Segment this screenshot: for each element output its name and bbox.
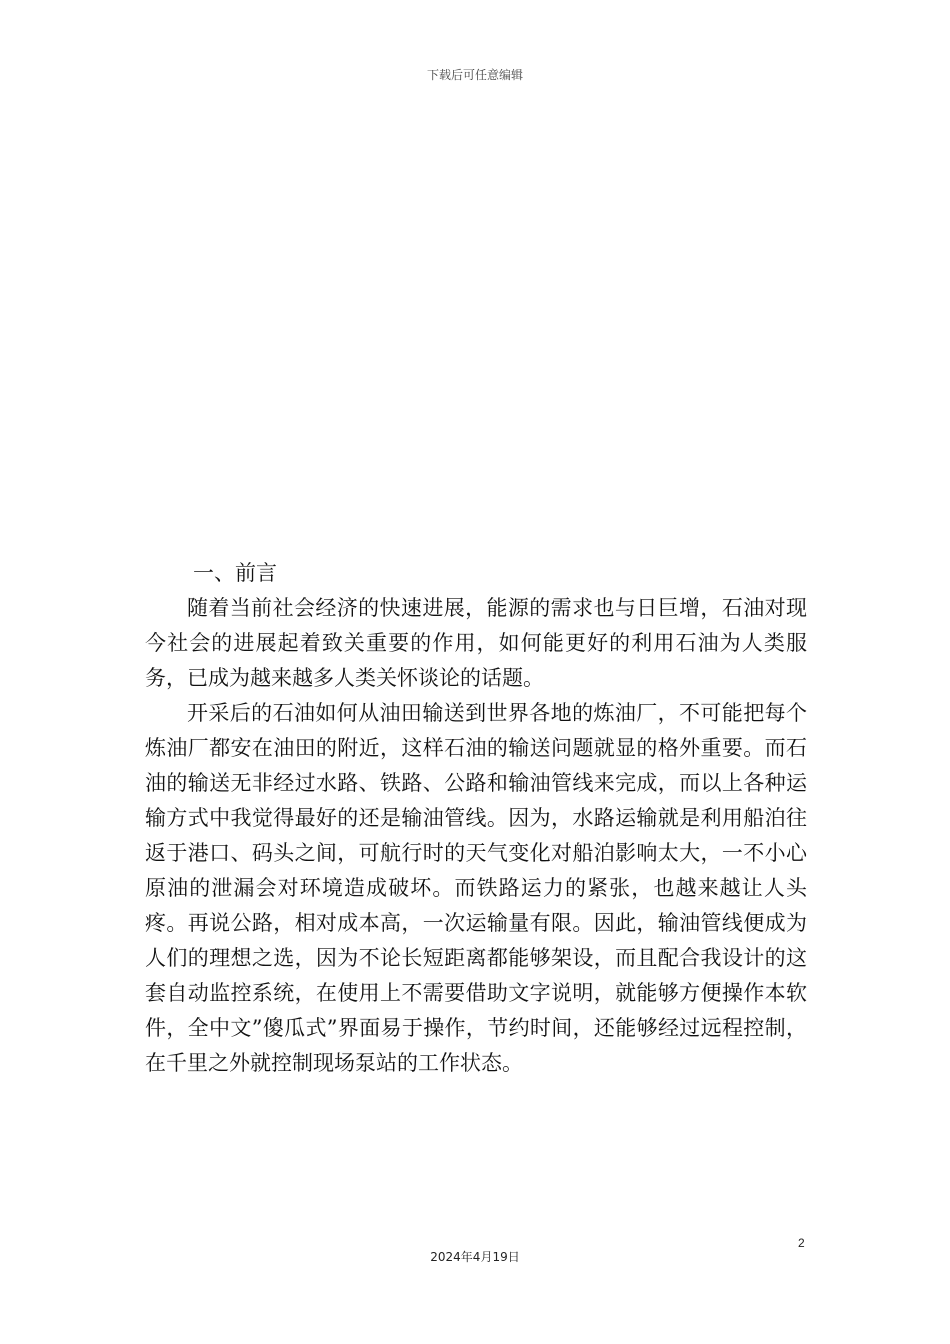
document-body bbox=[145, 556, 807, 1081]
paragraph-intro: 随着当前社会经济的快速进展，能源的需求也与日巨增，石油对现今社会的进展起着致关重要的作用，如何能更好的利用石油为人类服务，已成为越来越多人类关怀谈论的话题。 bbox=[145, 596, 807, 690]
paragraph-transport: 开采后的石油如何从油田输送到世界各地的炼油厂，不可能把每个炼油厂都安在油田的附近，这样石油的输送问题就显的格外重要。而石油的输送无非经过水路、铁路、公路和输油管线来完成，而以上各种运输方式中我觉得最好的还是输油管线。因为，水路运输就是利用船泊往返于港口、码头之间，可航行时的天气变化对船泊影响太大，一不小心原油的泄漏会对环境造成破坏。而铁路运力的紧张，也越来越让人头疼。再说公路，相对成本高，一次运输量有限。因此，输油管线便成为人们的理想之选，因为不论长短距离都能够架设，而且配合我设计的这套自动监控系统，在使用上不需要借助文字说明，就能够方便操作本软件，全中文”傻瓜式”界面易于操作，节约时间，还能够经过远程控制，在千里之外就控制现场泵站的工作状态。 bbox=[145, 701, 807, 1075]
section-heading: 一、前言 bbox=[193, 561, 277, 585]
header-note: 下载后可任意编辑 bbox=[426, 68, 523, 82]
page-number: 2 bbox=[798, 1236, 805, 1250]
footer-date: 2024年4月19日 bbox=[430, 1250, 520, 1264]
